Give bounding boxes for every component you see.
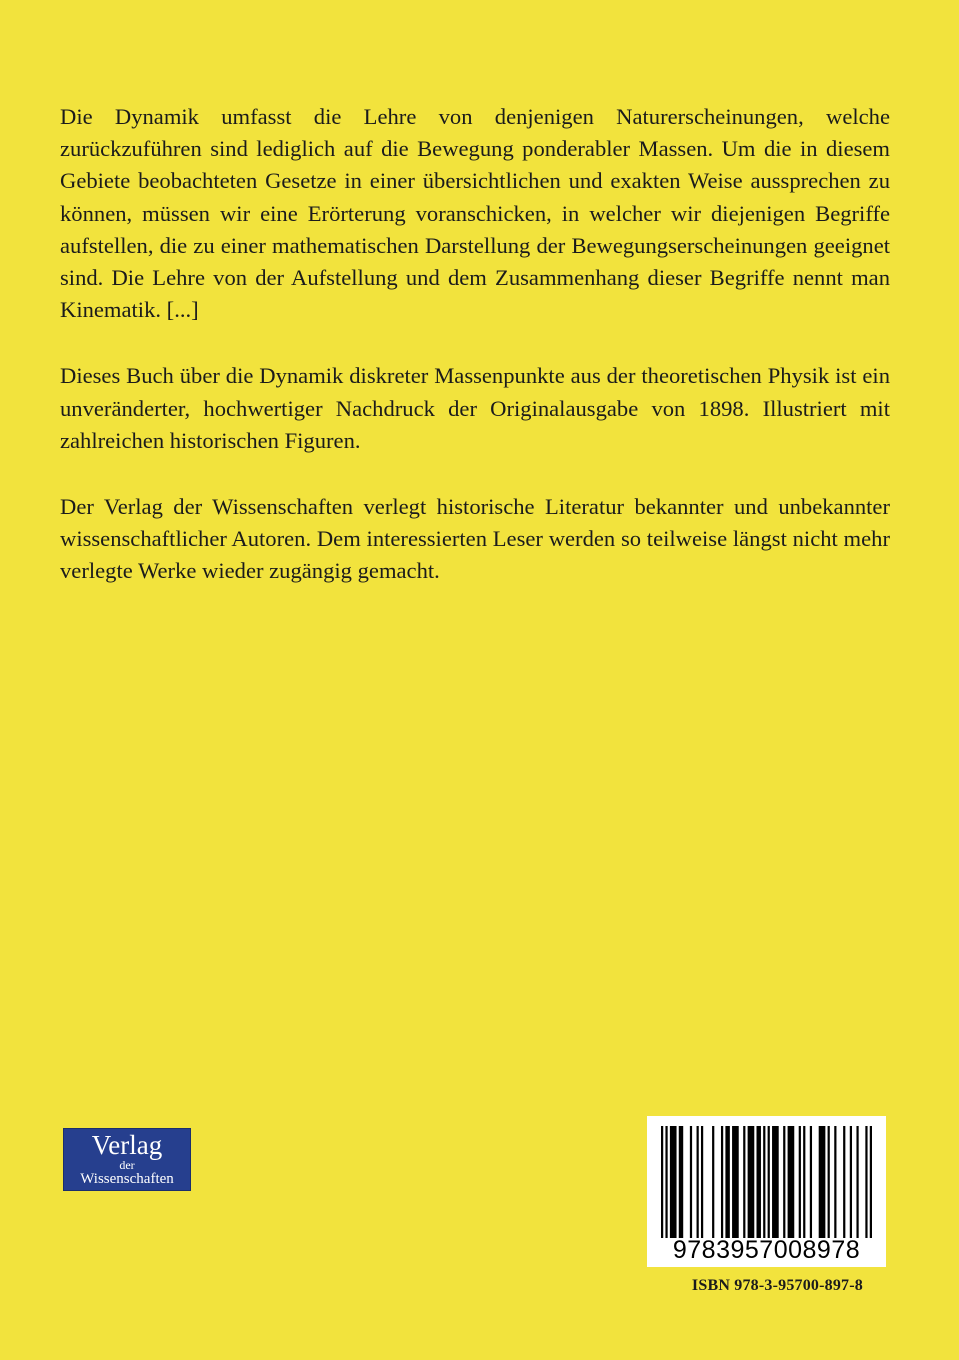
barcode-bar xyxy=(768,1126,770,1238)
barcode-bar xyxy=(850,1126,852,1238)
barcode-bar xyxy=(743,1126,745,1238)
barcode-bar xyxy=(865,1126,867,1238)
barcode-bar xyxy=(828,1126,830,1238)
barcode-bar xyxy=(712,1126,714,1238)
barcode-bar xyxy=(679,1126,683,1238)
barcode-bar xyxy=(721,1126,723,1238)
barcode-bar xyxy=(799,1126,801,1238)
logo-line-der: der xyxy=(119,1158,135,1172)
barcode-bar xyxy=(819,1126,826,1238)
barcode-bar xyxy=(788,1126,795,1238)
barcode-bar xyxy=(670,1126,677,1238)
barcode-bar xyxy=(732,1126,739,1238)
barcode-bar xyxy=(665,1126,667,1238)
barcode-bar xyxy=(748,1126,755,1238)
blurb-text xyxy=(60,101,890,622)
barcode-bar xyxy=(843,1126,845,1238)
barcode-bar xyxy=(834,1126,836,1238)
blurb-paragraph-3: Der Verlag der Wissenschaften verlegt historische Literatur bekannter und unbekannter wissenschaftlicher Autoren. Dem interessierten Leser werden so teilweise längst nicht mehr verlegte Werke wieder zugängig gemacht. xyxy=(60,494,890,584)
barcode-bar xyxy=(856,1126,858,1238)
barcode-bar xyxy=(701,1126,703,1238)
logo-line-wissenschaften: Wissenschaften xyxy=(80,1171,174,1187)
barcode-label xyxy=(647,1116,886,1267)
barcode-bar xyxy=(763,1126,765,1238)
barcode-bar xyxy=(810,1126,812,1238)
logo-line-verlag: Verlag xyxy=(91,1130,163,1160)
barcode-bar xyxy=(772,1126,779,1238)
blurb-paragraph-1: Die Dynamik umfasst die Lehre von denjenigen Naturerscheinungen, welche zurückzuführen sind lediglich auf die Bewegung ponderabler Massen. Um die in diesem Gebiete beobachteten Gesetze in einer übersichtlichen und exakten Weise aussprechen zu können, müssen wir eine Erörterung voranschicken, in welcher wir diejenigen Begriffe aufstellen, die zu einer mathematischen Darstellung der Bewegungserscheinungen geeignet sind. Die Lehre von der Aufstellung und dem Zusammenhang dieser Begriffe nennt man Kinematik. [...] xyxy=(60,104,890,323)
barcode-bar xyxy=(697,1126,699,1238)
isbn-label: ISBN 978-3-95700-897-8 xyxy=(691,1277,863,1294)
blurb-paragraph-2: Dieses Buch über die Dynamik diskreter Massenpunkte aus der theoretischen Physik ist ein unveränderter, hochwertiger Nachdruck der Originalausgabe von 1898. Illustriert mit zahlreichen historischen Figuren. xyxy=(60,363,890,453)
barcode-bar xyxy=(690,1126,692,1238)
barcode-bar xyxy=(725,1126,729,1238)
barcode-bar xyxy=(803,1126,805,1238)
barcode-bar xyxy=(870,1126,872,1238)
barcode-bar xyxy=(757,1126,761,1238)
barcode-bar xyxy=(661,1126,663,1238)
publisher-logo xyxy=(63,1128,191,1191)
barcode-bar xyxy=(783,1126,785,1238)
barcode-icon xyxy=(661,1126,872,1238)
barcode-digits: 9783957008978 xyxy=(672,1236,861,1264)
